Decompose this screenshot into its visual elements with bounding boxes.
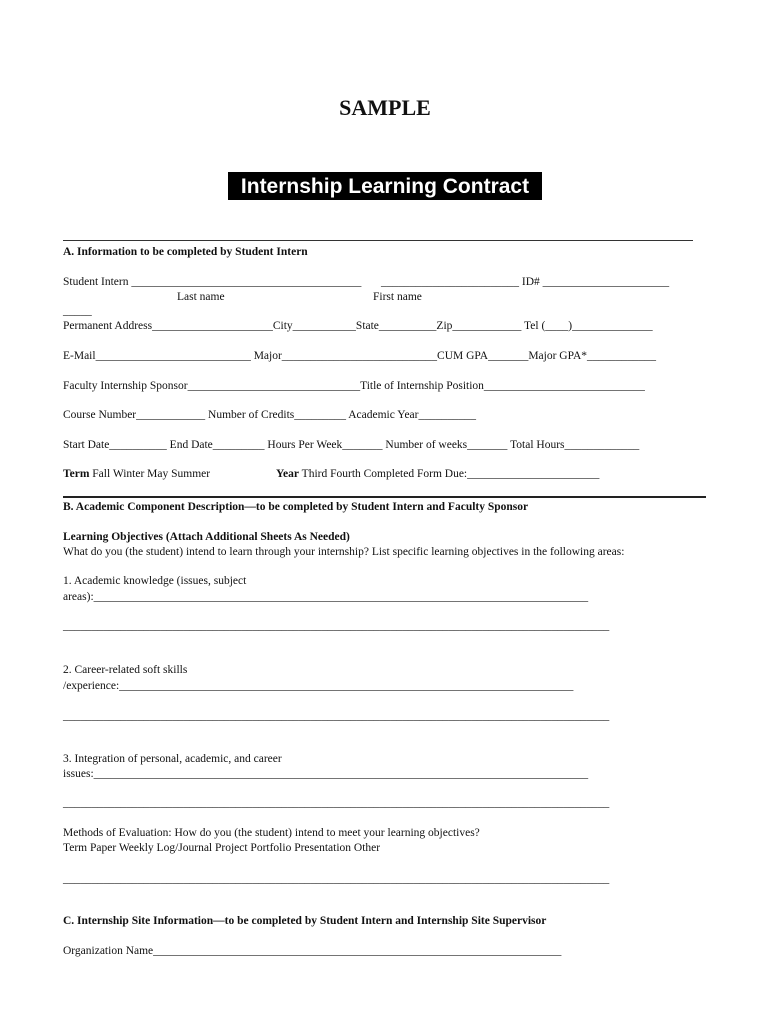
objective-1-line[interactable]: areas):______________________________________________________________________________________: [63, 591, 589, 603]
top-divider: [63, 240, 693, 241]
term-label: Term: [63, 468, 90, 480]
methods-prompt: Methods of Evaluation: How do you (the student) intend to meet your learning objectives?: [63, 827, 480, 839]
objective-2-extra-line[interactable]: _______________________________________________________________________________________________: [63, 710, 610, 722]
section-c-heading: C. Internship Site Information—to be completed by Student Intern and Internship Site Supervisor: [63, 915, 547, 927]
year-options[interactable]: Third Fourth Completed Form Due:_______________________: [301, 468, 600, 480]
sample-heading: SAMPLE: [339, 95, 431, 120]
objective-3-line[interactable]: issues:______________________________________________________________________________________: [63, 768, 589, 780]
objective-3-label: 3. Integration of personal, academic, and career: [63, 753, 282, 765]
first-name-caption: First name: [373, 291, 422, 303]
objective-2-label: 2. Career-related soft skills: [63, 664, 188, 676]
permanent-address-row[interactable]: Permanent Address_____________________City___________State__________Zip____________ Tel (____)______________: [63, 320, 653, 332]
document-title: Internship Learning Contract: [228, 172, 542, 200]
course-number-row[interactable]: Course Number____________ Number of Credits_________ Academic Year__________: [63, 409, 476, 421]
objective-3-extra-line[interactable]: _______________________________________________________________________________________________: [63, 797, 610, 809]
organization-name-field[interactable]: Organization Name_______________________________________________________________________: [63, 945, 562, 957]
objective-1-label: 1. Academic knowledge (issues, subject: [63, 575, 247, 587]
last-name-caption: Last name: [177, 291, 225, 303]
section-b-divider: [63, 496, 706, 498]
short-blank-line: _____: [63, 305, 92, 317]
student-id-field[interactable]: ________________________ ID# ______________________: [381, 276, 670, 288]
objectives-heading: Learning Objectives (Attach Additional Sheets As Needed): [63, 531, 350, 543]
methods-options[interactable]: Term Paper Weekly Log/Journal Project Portfolio Presentation Other: [63, 842, 381, 854]
year-row: [276, 468, 599, 480]
objectives-prompt: What do you (the student) intend to learn through your internship? List specific learning objectives in the following areas:: [63, 546, 625, 558]
term-row: [63, 468, 210, 480]
objective-2-line[interactable]: /experience:_______________________________________________________________________________: [63, 680, 574, 692]
year-label: Year: [276, 468, 299, 480]
section-a-heading: A. Information to be completed by Student Intern: [63, 246, 308, 258]
dates-hours-row[interactable]: Start Date__________ End Date_________ Hours Per Week_______ Number of weeks_______ Total Hours_____________: [63, 439, 640, 451]
methods-line[interactable]: _______________________________________________________________________________________________: [63, 873, 610, 885]
section-b-heading: B. Academic Component Description—to be completed by Student Intern and Faculty Sponsor: [63, 501, 529, 513]
objective-1-extra-line[interactable]: _______________________________________________________________________________________________: [63, 620, 610, 632]
student-intern-field[interactable]: Student Intern ________________________________________: [63, 276, 362, 288]
email-major-row[interactable]: E-Mail___________________________ Major___________________________CUM GPA_______Major GPA*____________: [63, 350, 657, 362]
term-options[interactable]: Fall Winter May Summer: [92, 468, 211, 480]
faculty-sponsor-row[interactable]: Faculty Internship Sponsor______________________________Title of Internship Position____________________________: [63, 380, 645, 392]
